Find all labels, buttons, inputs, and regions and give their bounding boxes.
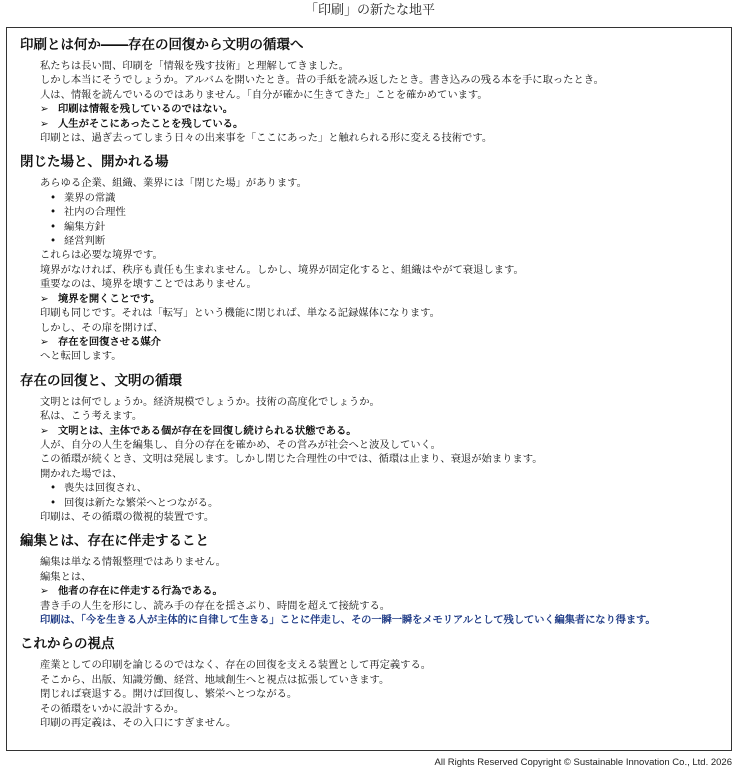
arrow-point bbox=[40, 292, 717, 306]
bullet-item bbox=[40, 205, 717, 219]
body-line: 編集は単なる情報整理ではありません。 bbox=[40, 556, 226, 569]
section-heading: これからの視点 bbox=[20, 636, 115, 653]
body-line: この循環が続くとき、文明は発展します。しかし閉じた合理性の中では、循環は止まり、衰退が始まります。 bbox=[40, 453, 543, 466]
arrow-point-text: 他者の存在に伴走する行為である。 bbox=[58, 585, 223, 598]
arrow-point bbox=[40, 102, 717, 116]
bullet-item-text: 経営判断 bbox=[64, 235, 106, 248]
body-line: 編集とは、 bbox=[40, 570, 92, 583]
arrow-point-text: 文明とは、主体である個が存在を回復し続けられる状態である。 bbox=[58, 424, 357, 437]
bullet-item-text: 喪失は回復され、 bbox=[64, 482, 147, 495]
section-heading: 存在の回復と、文明の循環 bbox=[20, 372, 182, 389]
section bbox=[20, 372, 717, 525]
highlight-line: 印刷は、「今を生きる人が主体的に自律して生きる」ことに伴走し、その一瞬一瞬をメモリアルとして残していく編集者になり得ます。 bbox=[40, 614, 656, 626]
copyright-footer: All Rights Reserved Copyright © Sustainable Innovation Co., Ltd. 2026 bbox=[434, 757, 732, 768]
arrow-bullet-icon: ➢ bbox=[40, 117, 49, 130]
body-line: 印刷も同じです。それは「転写」という機能に閉じれば、単なる記録媒体になります。 bbox=[40, 307, 440, 320]
arrow-point-text: 存在を回復させる媒介 bbox=[58, 335, 161, 348]
section-heading: 印刷とは何か――存在の回復から文明の循環へ bbox=[20, 37, 304, 53]
bullet-item-text: 回復は新たな繁栄へとつながる。 bbox=[64, 496, 219, 509]
bullet-item bbox=[40, 481, 717, 495]
document-body bbox=[20, 36, 717, 730]
body-line: 私たちは長い間、印刷を「情報を残す技術」と理解してきました。 bbox=[40, 60, 349, 72]
arrow-bullet-icon: ➢ bbox=[40, 103, 49, 116]
arrow-point bbox=[40, 335, 717, 349]
arrow-point bbox=[40, 117, 717, 131]
bullet-dot-icon: • bbox=[50, 482, 57, 495]
arrow-bullet-icon: ➢ bbox=[40, 292, 49, 305]
body-line: 私は、こう考えます。 bbox=[40, 410, 143, 423]
section-body bbox=[20, 658, 717, 730]
bullet-item-text: 社内の合理性 bbox=[64, 206, 126, 219]
body-line: 文明とは何でしょうか。経済規模でしょうか。技術の高度化でしょうか。 bbox=[40, 395, 380, 408]
body-line: その循環をいかに設計するか。 bbox=[40, 702, 185, 715]
bullet-dot-icon: • bbox=[50, 191, 57, 204]
bullet-dot-icon: • bbox=[50, 235, 57, 248]
section-heading: 閉じた場と、開かれる場 bbox=[20, 154, 169, 171]
body-line: 印刷は、その循環の微視的装置です。 bbox=[40, 510, 215, 523]
body-line: 印刷とは、過ぎ去ってしまう日々の出来事を「ここにあった」と触れられる形に変える技術です。 bbox=[40, 132, 493, 145]
bullet-item bbox=[40, 191, 717, 205]
section-body bbox=[20, 395, 717, 525]
section bbox=[20, 153, 717, 363]
body-line: 境界がなければ、秩序も責任も生まれません。しかし、境界が固定化すると、組織はやがて衰退します。 bbox=[40, 263, 524, 276]
body-line: しかし本当にそうでしょうか。アルバムを開いたとき。昔の手紙を読み返したとき。書き込みの残る本を手に取ったとき。 bbox=[40, 74, 604, 87]
bullet-dot-icon: • bbox=[50, 220, 57, 233]
section-heading: 編集とは、存在に伴走すること bbox=[20, 533, 209, 550]
bullet-item bbox=[40, 496, 717, 510]
body-line: 産業としての印刷を論じるのではなく、存在の回復を支える装置として再定義する。 bbox=[40, 659, 432, 672]
page-title: 「印刷」の新たな地平 bbox=[304, 3, 435, 18]
body-line: 印刷の再定義は、その入口にすぎません。 bbox=[40, 717, 237, 730]
section bbox=[20, 532, 717, 627]
body-line: しかし、その扉を開けば、 bbox=[40, 321, 164, 334]
body-line: これらは必要な境界です。 bbox=[40, 249, 163, 262]
section-body bbox=[20, 59, 717, 145]
section-body bbox=[20, 176, 717, 363]
body-line: 重要なのは、境界を壊すことではありません。 bbox=[40, 278, 257, 291]
body-line: 人が、自分の人生を編集し、自分の存在を確かめ、その営みが社会へと波及していく。 bbox=[40, 438, 441, 451]
body-line: 書き手の人生を形にし、読み手の存在を揺さぶり、時間を超えて接続する。 bbox=[40, 599, 391, 612]
section bbox=[20, 635, 717, 730]
bullet-dot-icon: • bbox=[50, 496, 57, 509]
bullet-item bbox=[40, 234, 717, 248]
arrow-point-text: 境界を開くことです。 bbox=[58, 292, 161, 305]
arrow-point-text: 印刷は情報を残しているのではない。 bbox=[58, 103, 234, 116]
bullet-dot-icon: • bbox=[50, 206, 57, 219]
arrow-bullet-icon: ➢ bbox=[40, 335, 49, 348]
bullet-item-text: 編集方針 bbox=[64, 220, 106, 233]
body-line: 人は、情報を読んでいるのではありません。「自分が確かに生きてきた」ことを確かめています。 bbox=[40, 88, 488, 101]
bullet-item bbox=[40, 220, 717, 234]
arrow-point bbox=[40, 584, 717, 598]
document-frame bbox=[6, 27, 732, 751]
arrow-point bbox=[40, 424, 717, 438]
body-line: 開かれた場では、 bbox=[40, 467, 123, 480]
arrow-point-text: 人生がそこにあったことを残している。 bbox=[58, 117, 244, 130]
section-body bbox=[20, 555, 717, 627]
body-line: そこから、出版、知識労働、経営、地域創生へと視点は拡張していきます。 bbox=[40, 673, 390, 686]
body-line: へと転回します。 bbox=[40, 350, 122, 363]
body-line: あらゆる企業、組織、業界には「閉じた場」があります。 bbox=[40, 177, 307, 190]
bullet-item-text: 業界の常識 bbox=[64, 191, 116, 204]
section bbox=[20, 36, 717, 145]
arrow-bullet-icon: ➢ bbox=[40, 424, 49, 437]
arrow-bullet-icon: ➢ bbox=[40, 585, 49, 598]
body-line: 閉じれば衰退する。開けば回復し、繁栄へとつながる。 bbox=[40, 688, 298, 701]
